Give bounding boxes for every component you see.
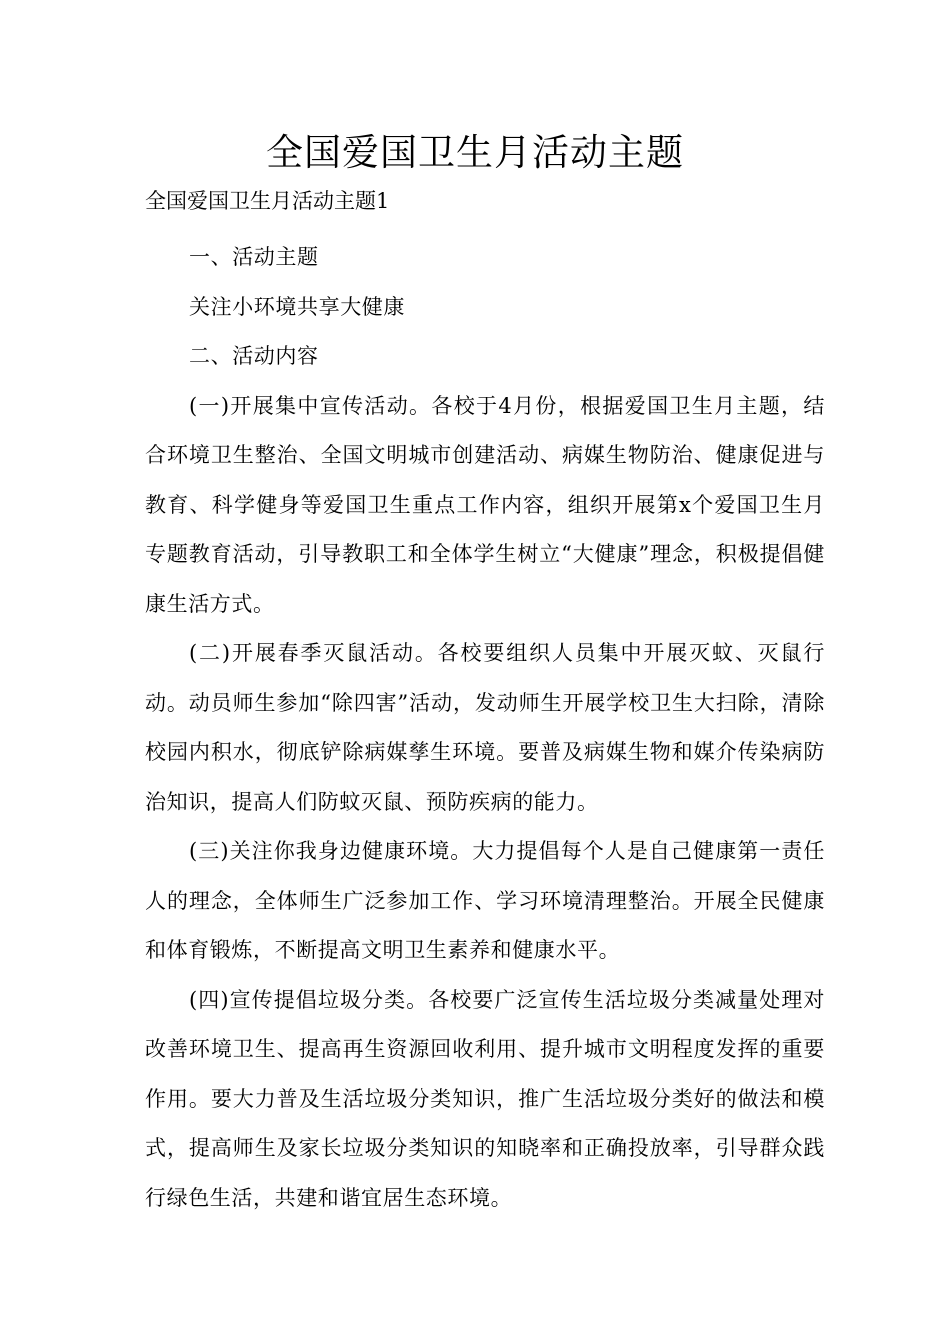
paragraph-item-1: (一)开展集中宣传活动。各校于4月份，根据爱国卫生月主题，结合环境卫生整治、全国文明城市创建活动、病媒生物防治、健康促进与教育、科学健身等爱国卫生重点工作内容，组织开展第x个爱国卫生月专题教育活动，引导教职工和全体学生树立“大健康”理念，积极提倡健康生活方式。 [145,393,825,616]
paragraph-item-3: (三)关注你我身边健康环境。大力提倡每个人是自己健康第一责任人的理念，全体师生广泛参加工作、学习环境清理整治。开展全民健康和体育锻炼，不断提高文明卫生素养和健康水平。 [145,839,825,962]
document-title: 全国爱国卫生月活动主题 [266,131,684,174]
document-subtitle: 全国爱国卫生月活动主题1 [145,189,390,213]
theme-text: 关注小环境共享大健康 [189,294,405,319]
paragraph-item-2: (二)开展春季灭鼠活动。各校要组织人员集中开展灭蚊、灭鼠行动。动员师生参加“除四害”活动，发动师生开展学校卫生大扫除，清除校园内积水，彻底铲除病媒孳生环境。要普及病媒生物和媒介传染病防治知识，提高人们防蚊灭鼠、预防疾病的能力。 [145,641,825,814]
document-body [145,233,825,1223]
section-heading-content: 二、活动内容 [189,344,319,368]
section-heading-theme: 一、活动主题 [189,245,319,269]
paragraph-item-4: (四)宣传提倡垃圾分类。各校要广泛宣传生活垃圾分类减量处理对改善环境卫生、提高再生资源回收利用、提升城市文明程度发挥的重要作用。要大力普及生活垃圾分类知识，推广生活垃圾分类好的做法和模式，提高师生及家长垃圾分类知识的知晓率和正确投放率，引导群众践行绿色生活，共建和谐宜居生态环境。 [145,987,825,1210]
